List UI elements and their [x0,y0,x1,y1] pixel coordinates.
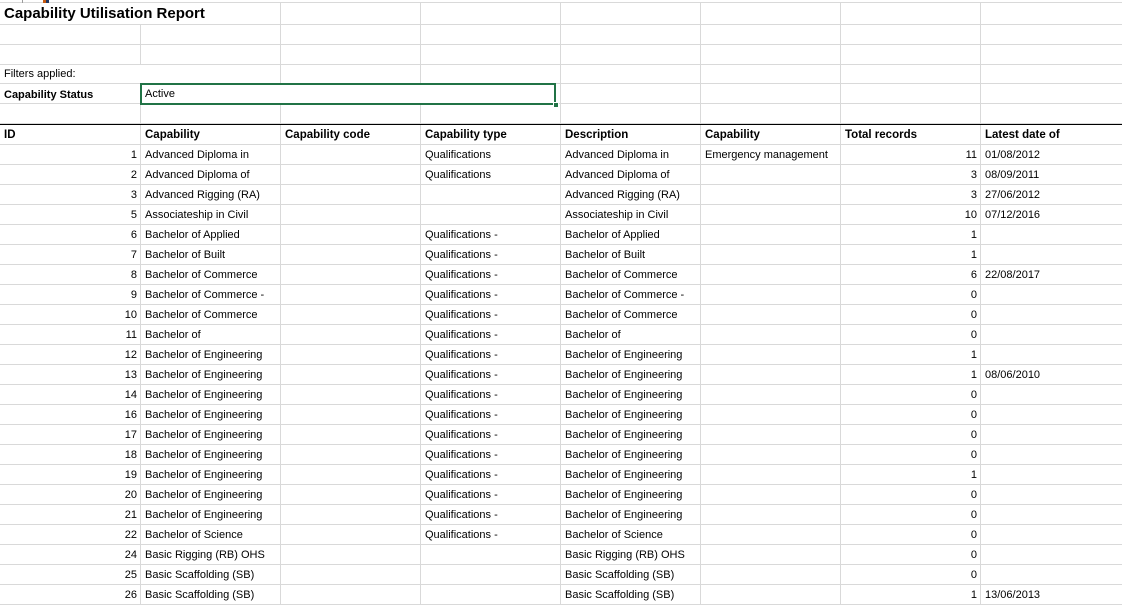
column-header-capability-code[interactable]: Capability code [281,125,421,144]
capability-status-label[interactable]: Capability Status [4,88,94,101]
capability-code-cell[interactable] [281,285,421,304]
capability-code-cell[interactable] [281,325,421,344]
table-row [0,525,1122,545]
capability-cell[interactable]: Bachelor of Commerce [141,265,281,284]
description-cell[interactable]: Bachelor of Engineering [561,345,701,364]
id-cell[interactable]: 24 [0,545,141,564]
capability-2-cell[interactable] [701,345,841,364]
description-cell[interactable]: Basic Rigging (RB) OHS [561,545,701,564]
empty-cell[interactable] [841,3,981,24]
capability-cell[interactable]: Advanced Rigging (RA) [141,185,281,204]
capability-code-cell[interactable] [281,305,421,324]
capability-type-cell[interactable]: Qualifications - [421,445,561,464]
capability-type-cell[interactable]: Qualifications [421,165,561,184]
empty-cell[interactable] [281,25,421,44]
empty-cell[interactable] [701,84,841,105]
capability-code-cell[interactable] [281,165,421,184]
empty-cell[interactable] [701,3,841,24]
capability-2-cell[interactable] [701,185,841,204]
capability-code-cell[interactable] [281,145,421,164]
total-records-cell[interactable]: 3 [841,185,981,204]
table-row [0,505,1122,525]
id-cell[interactable]: 6 [0,225,141,244]
capability-2-cell[interactable] [701,545,841,564]
empty-cell[interactable] [141,45,281,64]
capability-code-cell[interactable] [281,425,421,444]
id-cell[interactable]: 14 [0,385,141,404]
description-cell[interactable]: Bachelor of Engineering [561,405,701,424]
total-records-cell[interactable]: 3 [841,165,981,184]
description-cell[interactable]: Bachelor of Science [561,525,701,544]
id-cell[interactable]: 7 [0,245,141,264]
capability-type-cell[interactable]: Qualifications - [421,365,561,384]
capability-code-cell[interactable] [281,385,421,404]
id-cell[interactable]: 18 [0,445,141,464]
total-records-cell[interactable]: 0 [841,385,981,404]
id-cell[interactable]: 16 [0,405,141,424]
table-row [0,185,1122,205]
table-row [0,585,1122,605]
description-cell[interactable]: Bachelor of Engineering [561,425,701,444]
table-row [0,485,1122,505]
capability-type-cell[interactable] [421,205,561,224]
empty-cell[interactable] [701,104,841,123]
description-cell[interactable]: Associateship in Civil [561,205,701,224]
total-records-cell[interactable]: 0 [841,505,981,524]
capability-cell[interactable]: Associateship in Civil [141,205,281,224]
empty-row [0,25,1122,45]
capability-2-cell[interactable] [701,305,841,324]
column-header-id[interactable]: ID [0,125,141,144]
status-value-selected-cell[interactable]: Active [140,83,556,105]
table-row [0,445,1122,465]
empty-cell[interactable] [561,45,701,64]
description-cell[interactable]: Bachelor of Engineering [561,485,701,504]
latest-date-cell[interactable]: 08/09/2011 [985,168,1040,181]
capability-2-cell[interactable] [701,485,841,504]
capability-code-cell[interactable] [281,245,421,264]
total-records-cell[interactable]: 0 [841,305,981,324]
capability-code-cell[interactable] [281,405,421,424]
empty-cell[interactable] [981,3,1122,24]
id-cell[interactable]: 21 [0,505,141,524]
total-records-cell[interactable]: 1 [841,225,981,244]
total-records-cell[interactable]: 0 [841,525,981,544]
capability-cell[interactable]: Basic Rigging (RB) OHS [141,545,281,564]
total-records-cell[interactable]: 0 [841,485,981,504]
table-row [0,405,1122,425]
empty-cell[interactable] [841,25,981,44]
latest-date-cell[interactable] [981,445,1122,464]
empty-cell[interactable] [0,104,141,123]
id-cell[interactable]: 20 [0,485,141,504]
description-cell[interactable]: Bachelor of Commerce [561,305,701,324]
latest-date-cell[interactable] [981,425,1122,444]
capability-cell[interactable]: Bachelor of [141,325,281,344]
description-cell[interactable]: Basic Scaffolding (SB) [561,585,701,604]
table-row [0,285,1122,305]
total-records-cell[interactable]: 0 [841,425,981,444]
empty-cell[interactable] [281,104,421,123]
latest-date-cell[interactable]: 22/08/2017 [985,268,1041,281]
total-records-cell[interactable]: 1 [841,465,981,484]
column-header-capability[interactable]: Capability [141,125,281,144]
latest-date-cell[interactable] [981,525,1122,544]
table-row [0,245,1122,265]
capability-code-cell[interactable] [281,185,421,204]
capability-cell[interactable]: Bachelor of Engineering [141,365,281,384]
capability-cell[interactable]: Bachelor of Engineering [141,445,281,464]
capability-cell[interactable]: Bachelor of Applied [141,225,281,244]
empty-cell[interactable] [281,3,421,24]
empty-cell[interactable] [981,104,1122,123]
capability-2-cell[interactable]: Emergency management [701,145,841,164]
capability-code-cell[interactable] [281,205,421,224]
id-cell[interactable]: 22 [0,525,141,544]
capability-2-cell[interactable] [701,265,841,284]
table-row [0,325,1122,345]
capability-cell[interactable]: Basic Scaffolding (SB) [141,585,281,604]
empty-cell[interactable] [421,45,561,64]
capability-cell[interactable]: Bachelor of Built [141,245,281,264]
total-records-cell[interactable]: 1 [841,585,981,604]
table-row [0,165,1122,185]
empty-cell[interactable] [141,25,281,44]
table-row [0,145,1122,165]
description-cell[interactable]: Bachelor of Commerce - [561,285,701,304]
capability-type-cell[interactable]: Qualifications - [421,305,561,324]
latest-date-cell[interactable]: 07/12/2016 [985,208,1041,221]
table-row [0,565,1122,585]
latest-date-cell[interactable] [981,485,1122,504]
description-cell[interactable]: Bachelor of Engineering [561,505,701,524]
capability-cell[interactable]: Advanced Diploma of [141,165,281,184]
table-row [0,545,1122,565]
table-row [0,425,1122,445]
capability-type-cell[interactable]: Qualifications - [421,345,561,364]
capability-2-cell[interactable] [701,585,841,604]
capability-type-cell[interactable]: Qualifications - [421,265,561,284]
capability-cell[interactable]: Bachelor of Engineering [141,425,281,444]
id-cell[interactable]: 11 [0,325,141,344]
empty-cell[interactable] [561,65,701,83]
capability-code-cell[interactable] [281,565,421,584]
capability-2-cell[interactable] [701,245,841,264]
capability-cell[interactable]: Bachelor of Engineering [141,345,281,364]
capability-type-cell[interactable] [421,585,561,604]
capability-2-cell[interactable] [701,285,841,304]
capability-2-cell[interactable] [701,325,841,344]
empty-cell[interactable] [560,84,701,105]
gridline-stub [22,0,23,3]
empty-cell[interactable] [561,3,701,24]
total-records-cell[interactable]: 1 [841,365,981,384]
capability-cell[interactable]: Bachelor of Engineering [141,405,281,424]
id-cell[interactable]: 9 [0,285,141,304]
capability-code-cell[interactable] [281,465,421,484]
capability-code-cell[interactable] [281,585,421,604]
empty-cell[interactable] [141,104,281,123]
capability-2-cell[interactable] [701,365,841,384]
description-cell[interactable]: Bachelor of Engineering [561,365,701,384]
description-cell[interactable]: Basic Scaffolding (SB) [561,565,701,584]
empty-cell[interactable] [841,104,981,123]
filters-applied-label[interactable]: Filters applied: [0,65,281,83]
capability-type-cell[interactable] [421,545,561,564]
empty-row [0,45,1122,65]
total-records-cell[interactable]: 0 [841,405,981,424]
latest-date-cell[interactable] [981,565,1122,584]
capability-code-cell[interactable] [281,525,421,544]
capability-type-cell[interactable]: Qualifications - [421,425,561,444]
id-cell[interactable]: 1 [0,145,141,164]
id-cell[interactable]: 10 [0,305,141,324]
capability-cell[interactable]: Bachelor of Commerce - [141,285,281,304]
empty-cell[interactable] [981,45,1122,64]
column-header-capability-type[interactable]: Capability type [421,125,561,144]
description-cell[interactable]: Bachelor of Built [561,245,701,264]
empty-cell[interactable] [981,65,1122,83]
capability-type-cell[interactable]: Qualifications - [421,525,561,544]
total-records-cell[interactable]: 6 [841,265,981,284]
capability-type-cell[interactable]: Qualifications - [421,325,561,344]
capability-type-cell[interactable]: Qualifications - [421,285,561,304]
capability-code-cell[interactable] [281,365,421,384]
id-cell[interactable]: 17 [0,425,141,444]
id-cell[interactable]: 19 [0,465,141,484]
empty-cell[interactable] [0,45,141,64]
latest-date-cell[interactable]: 27/06/2012 [985,188,1041,201]
description-cell[interactable]: Advanced Rigging (RA) [561,185,701,204]
latest-date-cell[interactable] [981,405,1122,424]
table-row [0,465,1122,485]
latest-date-cell[interactable]: 08/06/2010 [985,368,1041,381]
capability-2-cell[interactable] [701,205,841,224]
empty-cell[interactable] [701,65,841,83]
table-row [0,345,1122,365]
capability-type-cell[interactable]: Qualifications - [421,485,561,504]
total-records-cell[interactable]: 0 [841,445,981,464]
latest-date-cell[interactable]: 13/06/2013 [985,588,1041,601]
capability-type-cell[interactable]: Qualifications - [421,505,561,524]
capability-2-cell[interactable] [701,445,841,464]
empty-cell[interactable] [561,25,701,44]
capability-status-row [0,84,1122,104]
latest-date-cell[interactable] [981,325,1122,344]
capability-2-cell[interactable] [701,385,841,404]
screen-edge-artifact [0,0,1122,3]
capability-code-cell[interactable] [281,485,421,504]
empty-cell[interactable] [561,104,701,123]
id-cell[interactable]: 8 [0,265,141,284]
latest-date-cell[interactable] [981,285,1122,304]
empty-cell[interactable] [841,45,981,64]
capability-cell[interactable]: Bachelor of Engineering [141,505,281,524]
capability-code-cell[interactable] [281,265,421,284]
empty-cell[interactable] [701,45,841,64]
description-cell[interactable]: Bachelor of Engineering [561,445,701,464]
empty-cell[interactable] [421,65,561,83]
capability-2-cell[interactable] [701,225,841,244]
capability-code-cell[interactable] [281,445,421,464]
table-row [0,205,1122,225]
latest-date-cell[interactable]: 01/08/2012 [985,148,1041,161]
capability-cell[interactable]: Bachelor of Engineering [141,385,281,404]
capability-2-cell[interactable] [701,525,841,544]
capability-type-cell[interactable]: Qualifications - [421,245,561,264]
capability-2-cell[interactable] [701,505,841,524]
total-records-cell[interactable]: 0 [841,545,981,564]
total-records-cell[interactable]: 10 [841,205,981,224]
latest-date-cell[interactable] [981,345,1122,364]
title-row [0,3,1122,25]
capability-type-cell[interactable]: Qualifications - [421,405,561,424]
capability-code-cell[interactable] [281,505,421,524]
filters-row [0,65,1122,84]
capability-cell[interactable]: Bachelor of Engineering [141,485,281,504]
empty-row [0,104,1122,124]
capability-type-cell[interactable]: Qualifications - [421,225,561,244]
capability-2-cell[interactable] [701,165,841,184]
capability-type-cell[interactable] [421,185,561,204]
capability-type-cell[interactable]: Qualifications - [421,465,561,484]
capability-2-cell[interactable] [701,425,841,444]
empty-cell[interactable] [841,84,981,105]
capability-cell[interactable]: Bachelor of Engineering [141,465,281,484]
latest-date-cell[interactable] [981,305,1122,324]
capability-type-cell[interactable]: Qualifications [421,145,561,164]
empty-cell[interactable] [701,25,841,44]
column-header-total-records[interactable]: Total records [841,125,981,144]
capability-code-cell[interactable] [281,345,421,364]
table-row [0,225,1122,245]
description-cell[interactable]: Advanced Diploma of [561,165,701,184]
empty-cell[interactable] [981,25,1122,44]
id-cell[interactable]: 2 [0,165,141,184]
total-records-cell[interactable]: 0 [841,285,981,304]
capability-2-cell[interactable] [701,405,841,424]
latest-date-cell[interactable] [981,225,1122,244]
total-records-cell[interactable]: 0 [841,565,981,584]
empty-cell[interactable] [281,65,421,83]
empty-cell[interactable] [421,25,561,44]
report-title[interactable]: Capability Utilisation Report [0,3,281,24]
empty-cell[interactable] [981,84,1122,105]
description-cell[interactable]: Bachelor of Engineering [561,465,701,484]
latest-date-cell[interactable] [981,385,1122,404]
capability-2-cell[interactable] [701,465,841,484]
capability-2-cell[interactable] [701,565,841,584]
capability-code-cell[interactable] [281,225,421,244]
total-records-cell[interactable]: 11 [841,145,981,164]
description-cell[interactable]: Bachelor of Applied [561,225,701,244]
id-cell[interactable]: 5 [0,205,141,224]
empty-cell[interactable] [841,65,981,83]
latest-date-cell[interactable] [981,245,1122,264]
description-cell[interactable]: Bachelor of Engineering [561,385,701,404]
table-row [0,305,1122,325]
table-header-row [0,124,1122,145]
empty-cell[interactable] [421,104,561,123]
empty-cell[interactable] [281,45,421,64]
id-cell[interactable]: 12 [0,345,141,364]
capability-cell[interactable]: Bachelor of Science [141,525,281,544]
id-cell[interactable]: 13 [0,365,141,384]
latest-date-cell[interactable] [981,545,1122,564]
description-cell[interactable]: Bachelor of [561,325,701,344]
total-records-cell[interactable]: 1 [841,245,981,264]
table-row [0,365,1122,385]
id-cell[interactable]: 3 [0,185,141,204]
empty-cell[interactable] [0,25,141,44]
pixel-artifact [46,0,49,3]
id-cell[interactable]: 25 [0,565,141,584]
capability-cell[interactable]: Advanced Diploma in [141,145,281,164]
total-records-cell[interactable]: 0 [841,325,981,344]
latest-date-cell[interactable] [981,465,1122,484]
capability-type-cell[interactable]: Qualifications - [421,385,561,404]
table-row [0,265,1122,285]
capability-type-cell[interactable] [421,565,561,584]
table-body [0,145,1122,605]
column-header-latest-date[interactable]: Latest date of [985,128,1060,141]
capability-code-cell[interactable] [281,545,421,564]
total-records-cell[interactable]: 1 [841,345,981,364]
column-header-capability-2[interactable]: Capability [701,125,841,144]
column-header-description[interactable]: Description [561,125,701,144]
description-cell[interactable]: Advanced Diploma in [561,145,701,164]
table-row [0,385,1122,405]
latest-date-cell[interactable] [981,505,1122,524]
capability-cell[interactable]: Bachelor of Commerce [141,305,281,324]
capability-cell[interactable]: Basic Scaffolding (SB) [141,565,281,584]
description-cell[interactable]: Bachelor of Commerce [561,265,701,284]
id-cell[interactable]: 26 [0,585,141,604]
fill-handle[interactable] [553,102,559,108]
empty-cell[interactable] [421,3,561,24]
